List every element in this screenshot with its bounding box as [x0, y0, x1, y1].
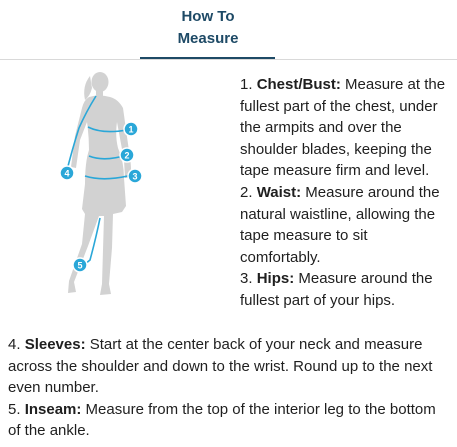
header-divider: [0, 59, 457, 60]
instructions-right-column: [240, 74, 452, 312]
body-silhouette-figure: [52, 66, 162, 302]
instructions-bottom-block: [8, 334, 452, 442]
marker-label-1: 1: [128, 124, 134, 135]
marker-label-4: 4: [64, 168, 70, 179]
instruction-sleeves: 4. Sleeves: Start at the center back of your neck and measure across the shoulder and down to the wrist. Round up to the next even number.: [8, 336, 433, 397]
title-line-1: How To: [181, 8, 235, 25]
page-title: [140, 6, 276, 50]
instruction-hips: 3. Hips: Measure around the fullest part of your hips.: [240, 270, 433, 309]
marker-label-3: 3: [132, 171, 138, 182]
instruction-inseam: 5. Inseam: Measure from the top of the interior leg to the bottom of the ankle.: [8, 400, 436, 440]
instruction-waist: 2. Waist: Measure around the natural waistline, allowing the tape measure to sit comfortably.: [240, 183, 440, 266]
marker-label-2: 2: [124, 150, 130, 161]
instruction-chest: 1. Chest/Bust: Measure at the fullest part of the chest, under the armpits and over the shoulder blades, keeping the tape measure firm and level.: [240, 76, 446, 180]
title-line-2: Measure: [177, 30, 239, 47]
marker-label-5: 5: [77, 260, 83, 271]
